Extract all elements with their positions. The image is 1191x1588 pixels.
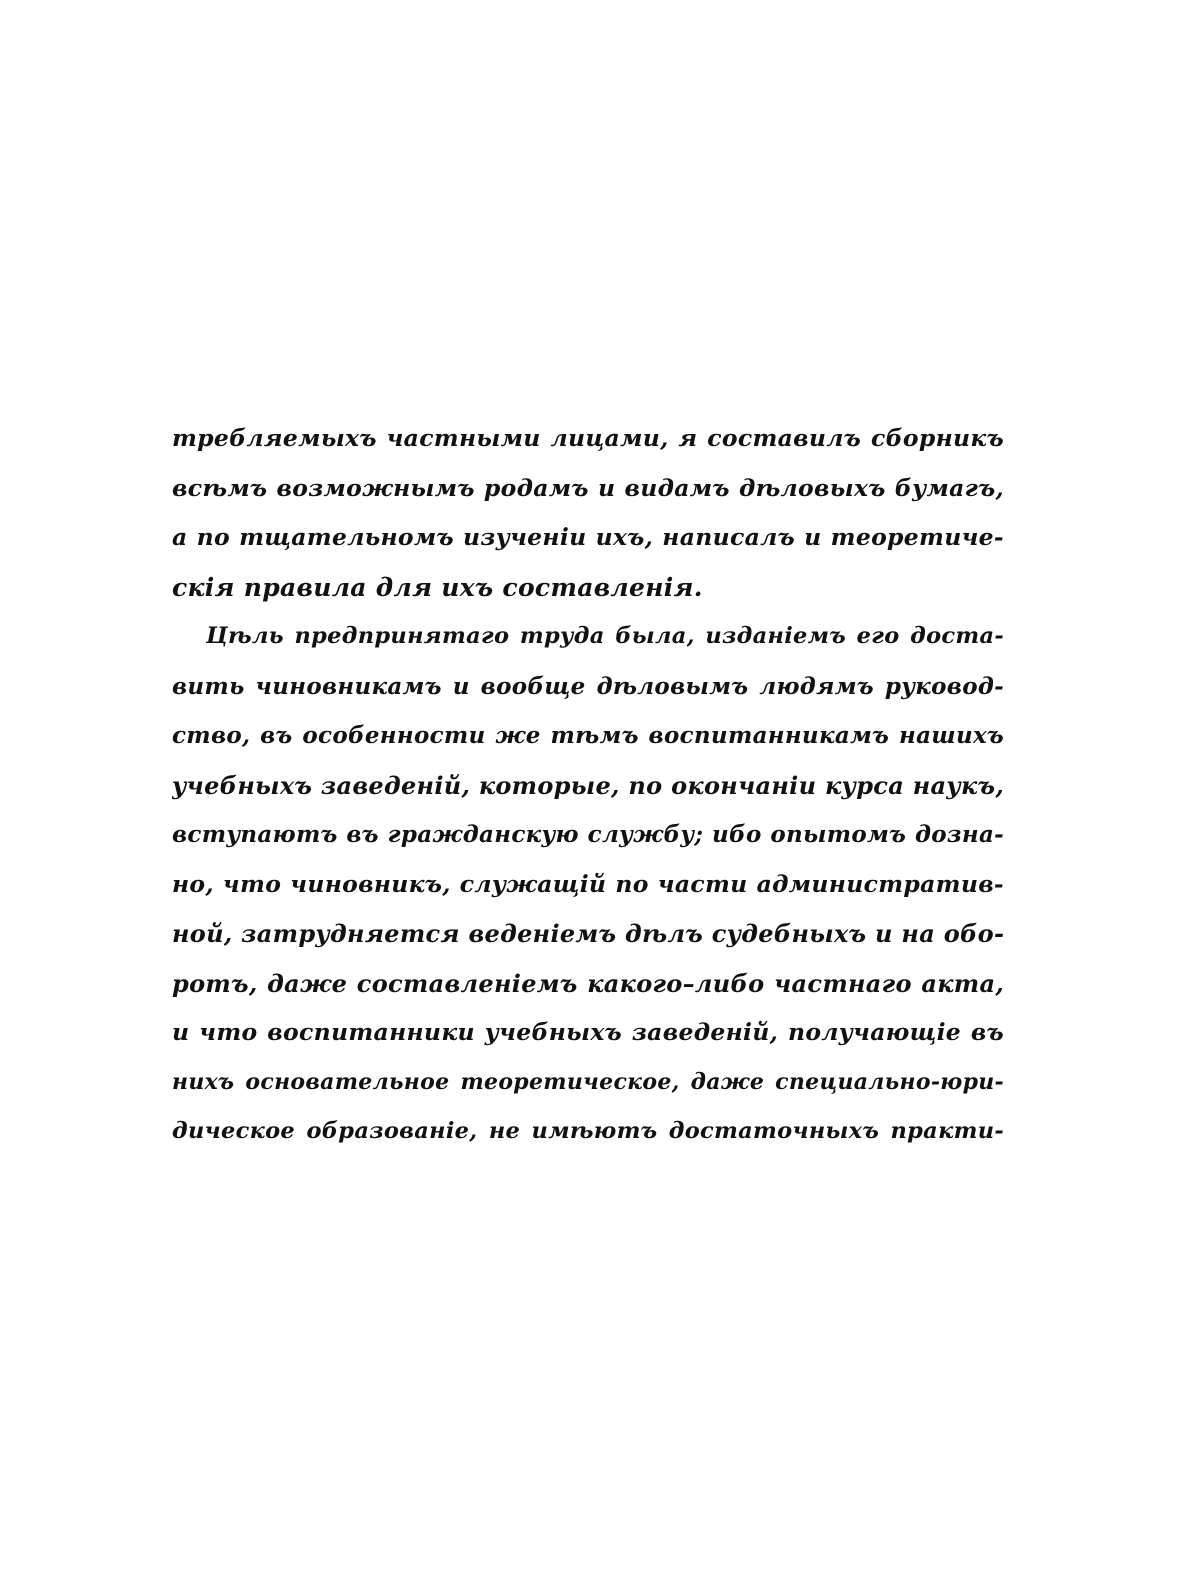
text-line: нихъ основательное теоретическое, даже специально-юри- [172,1068,1004,1095]
text-line: ной, затрудняется веденіемъ дѣлъ судебныхъ и на обо- [172,919,1004,948]
body-text [172,414,1004,1157]
text-line: а по тщательномъ изученіи ихъ, написалъ и теоретиче- [172,523,1004,551]
text-line: всѣмъ возможнымъ родамъ и видамъ дѣловыхъ бумагъ, [172,473,1004,502]
text-line: но, что чиновникъ, служащій по части административ- [172,869,1004,898]
text-line: ство, въ особенности же тѣмъ воспитанникамъ нашихъ [172,722,1004,749]
text-line: учебныхъ заведеній, которые, по окончаніи курса наукъ, [172,770,1004,800]
paragraph-1 [172,414,1004,612]
text-line: ротъ, даже составленіемъ какого–либо частнаго акта, [172,968,1004,998]
text-line: требляемыхъ частными лицами, я составилъ сборникъ [172,424,1004,452]
text-line: вить чиновникамъ и вообще дѣловымъ людямъ руковод- [172,672,1004,700]
paragraph-2 [172,612,1004,1157]
text-line: и что воспитанники учебныхъ заведеній, получающіе въ [172,1018,1004,1046]
text-line: вступаютъ въ гражданскую службу; ибо опытомъ дозна- [172,821,1004,848]
text-line: дическое образованіе, не имѣютъ достаточныхъ практи- [172,1118,1004,1144]
text-line: скія правила для ихъ составленія. [172,572,703,602]
text-line: Цѣль предпринятаго труда была, изданіемъ его доста- [206,623,1004,649]
